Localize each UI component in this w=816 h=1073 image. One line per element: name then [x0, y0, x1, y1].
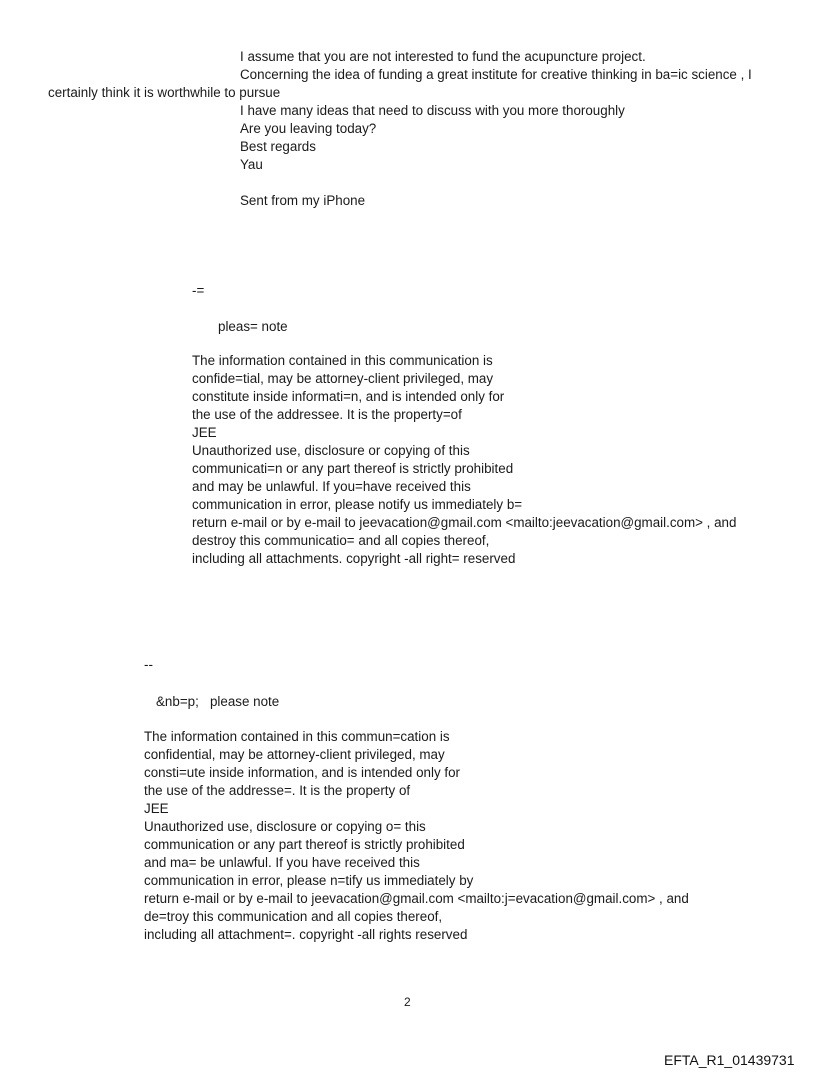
- disclaimer-line: communication in error, please n=tify us immediately by: [144, 873, 474, 888]
- disclaimer-heading: pleas= note: [218, 319, 288, 334]
- disclaimer-line: including all attachments. copyright -all right= reserved: [192, 551, 516, 566]
- disclaimer-line: JEE: [192, 425, 217, 440]
- document-id-footer: EFTA_R1_01439731: [664, 1052, 795, 1068]
- reply-line: I have many ideas that need to discuss with you more thoroughly: [240, 103, 625, 118]
- sent-from-line: Sent from my iPhone: [240, 193, 366, 208]
- disclaimer-line: constitute inside informati=n, and is intended only for: [192, 389, 505, 404]
- disclaimer-line: the use of the addressee. It is the property=of: [192, 407, 462, 422]
- disclaimer-line: and may be unlawful. If you=have received this: [192, 479, 471, 494]
- disclaimer-line: The information contained in this communication is: [192, 353, 493, 368]
- reply-line: Concerning the idea of funding a great institute for creative thinking in ba=ic science , I: [240, 67, 752, 82]
- disclaimer-line: The information contained in this commun=cation is: [144, 729, 450, 744]
- disclaimer-line: JEE: [144, 801, 169, 816]
- reply-line: Best regards: [240, 139, 316, 154]
- disclaimer-line: return e-mail or by e-mail to jeevacation@gmail.com <mailto:j=evacation@gmail.com> , and: [144, 891, 689, 906]
- disclaimer-line: the use of the addresse=. It is the property of: [144, 783, 411, 798]
- disclaimer-line: communication or any part thereof is strictly prohibited: [144, 837, 465, 852]
- disclaimer-line: Unauthorized use, disclosure or copying of this: [192, 443, 470, 458]
- disclaimer-line: consti=ute inside information, and is intended only for: [144, 765, 460, 780]
- disclaimer-line: de=troy this communication and all copies thereof,: [144, 909, 443, 924]
- disclaimer-line: communicati=n or any part thereof is strictly prohibited: [192, 461, 514, 476]
- disclaimer-heading: &nb=p; please note: [156, 694, 280, 709]
- disclaimer-line: communication in error, please notify us immediately b=: [192, 497, 523, 512]
- disclaimer-line: confidential, may be attorney-client privileged, may: [144, 747, 445, 762]
- disclaimer-line: destroy this communicatio= and all copies thereof,: [192, 533, 490, 548]
- disclaimer-line: confide=tial, may be attorney-client privileged, may: [192, 371, 494, 386]
- disclaimer-line: and ma= be unlawful. If you have received this: [144, 855, 420, 870]
- reply-line: Are you leaving today?: [240, 121, 377, 136]
- disclaimer-line: return e-mail or by e-mail to jeevacation@gmail.com <mailto:jeevacation@gmail.com> , and: [192, 515, 737, 530]
- disclaimer-line: including all attachment=. copyright -all rights reserved: [144, 927, 468, 942]
- separator: -=: [192, 283, 205, 298]
- page-number: 2: [404, 995, 411, 1009]
- disclaimer-line: Unauthorized use, disclosure or copying o= this: [144, 819, 426, 834]
- reply-line: certainly think it is worthwhile to pursue: [48, 85, 281, 100]
- signature-name: Yau: [240, 157, 263, 172]
- separator: --: [144, 657, 153, 672]
- reply-line: I assume that you are not interested to fund the acupuncture project.: [240, 49, 646, 64]
